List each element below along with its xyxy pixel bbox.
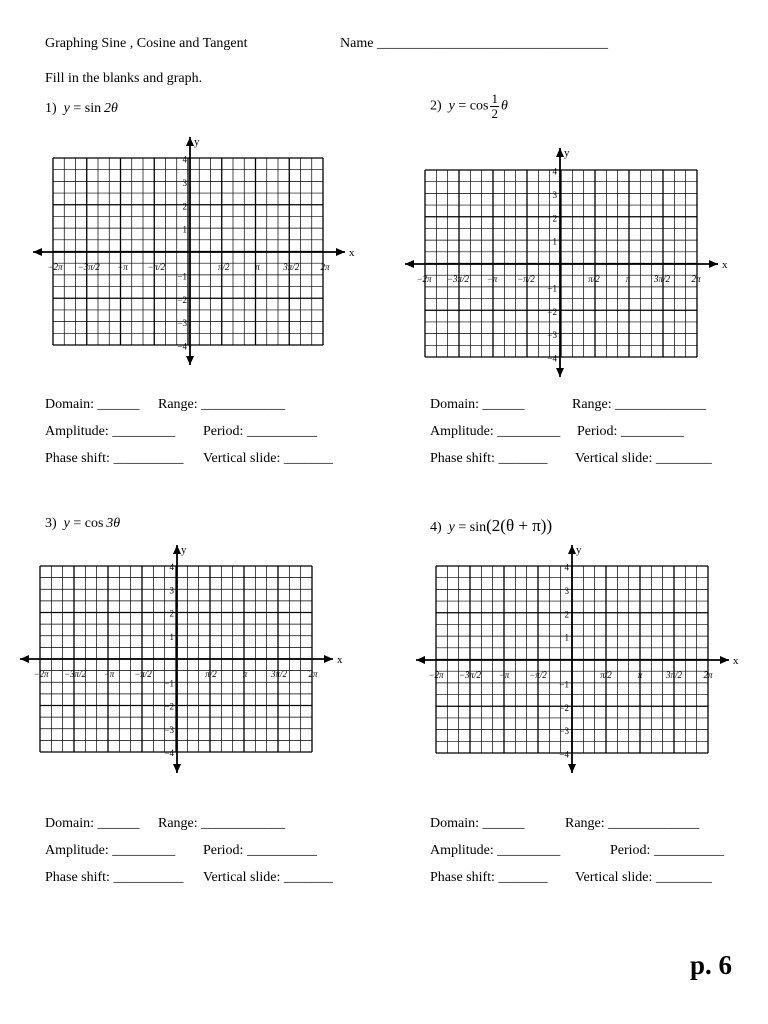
p1-period-field[interactable]: Period: __________ [203, 424, 317, 439]
x-axis-label: x [733, 655, 739, 667]
x-tick-label: −2π [428, 670, 444, 680]
x-tick-label: −3π/2 [63, 669, 87, 679]
p2-domain-field[interactable]: Domain: ______ [430, 397, 525, 412]
p3-domain-field[interactable]: Domain: ______ [45, 816, 140, 831]
y-tick-label: −2 [559, 702, 569, 713]
p1-vertical-slide-field[interactable]: Vertical slide: _______ [203, 451, 333, 466]
x-tick-label: π [255, 262, 260, 272]
x-tick-label: −π [498, 670, 510, 680]
x-tick-label: −3π/2 [77, 262, 100, 272]
x-tick-label: π/2 [588, 274, 600, 284]
y-tick-label: −2 [177, 294, 187, 305]
name-label: Name [340, 36, 374, 51]
p3-vertical-slide-field[interactable]: Vertical slide: _______ [203, 870, 333, 885]
y-tick-label: −1 [559, 679, 569, 690]
problem-2-label: 2) y = cos $\frac{1}{2}$ θ [430, 91, 508, 121]
y-tick-label: 2 [564, 609, 569, 620]
y-tick-label: −1 [177, 271, 187, 282]
instructions: Fill in the blanks and graph. [45, 71, 203, 86]
x-axis-label: x [337, 654, 343, 666]
p2-period-field[interactable]: Period: _________ [577, 424, 684, 439]
y-tick-label: 2 [552, 213, 557, 224]
y-tick-label: −2 [164, 701, 174, 712]
y-tick-label: −4 [559, 749, 569, 760]
p1-amplitude-field[interactable]: Amplitude: _________ [45, 424, 176, 439]
p4-vertical-slide-field[interactable]: Vertical slide: ________ [575, 870, 712, 885]
y-tick-label: 1 [169, 631, 174, 642]
p4-period-field[interactable]: Period: __________ [610, 843, 724, 858]
p2-vertical-slide-field[interactable]: Vertical slide: ________ [575, 451, 712, 466]
p1-range-field[interactable]: Range: ____________ [158, 397, 286, 412]
y-tick-label: 2 [182, 201, 187, 212]
y-tick-label: −1 [164, 678, 174, 689]
x-axis-label: x [349, 247, 355, 259]
p4-amplitude-field[interactable]: Amplitude: _________ [430, 843, 561, 858]
x-tick-label: π [637, 670, 643, 680]
y-tick-label: 4 [169, 562, 174, 572]
x-tick-label: π/2 [600, 670, 612, 680]
x-tick-label: −π [486, 274, 498, 284]
y-tick-label: −4 [164, 748, 174, 758]
x-tick-label: 3π/2 [283, 262, 300, 272]
x-tick-label: π [625, 274, 631, 284]
x-axis-label: x [722, 259, 728, 271]
problem-3-label: 3) y = cos 3θ [45, 516, 121, 531]
x-tick-label: 2π [308, 669, 318, 679]
x-tick-label: −π/2 [517, 274, 535, 284]
y-tick-label: 4 [182, 154, 187, 165]
x-tick-label: −π [117, 262, 128, 272]
x-tick-label: −2π [33, 669, 49, 679]
y-tick-label: −4 [547, 353, 557, 364]
problem-1-label: 1) y = sin 2θ [45, 101, 118, 116]
y-tick-label: 3 [182, 177, 187, 188]
x-axis-left-arrow-icon [416, 656, 425, 664]
y-tick-label: −4 [177, 341, 187, 352]
x-tick-label: −3π/2 [458, 670, 482, 680]
p1-phase-shift-field[interactable]: Phase shift: __________ [45, 451, 184, 466]
x-axis-right-arrow-icon [720, 656, 729, 664]
name-blank[interactable]: _________________________________ [376, 36, 608, 51]
y-axis-down-arrow-icon [568, 764, 576, 773]
x-tick-label: 3π/2 [653, 274, 671, 284]
y-axis-label: y [564, 147, 570, 159]
y-tick-label: 1 [182, 224, 187, 235]
y-tick-label: −3 [559, 726, 569, 737]
y-tick-label: 2 [169, 608, 174, 619]
y-tick-label: −3 [164, 724, 174, 735]
y-axis-up-arrow-icon [568, 545, 576, 554]
x-tick-label: 2π [691, 274, 701, 284]
y-axis-label: y [576, 544, 582, 556]
p3-range-field[interactable]: Range: ____________ [158, 816, 286, 831]
p4-phase-shift-field[interactable]: Phase shift: _______ [430, 870, 548, 885]
x-tick-label: 2π [703, 670, 713, 680]
y-tick-label: 4 [552, 166, 557, 177]
y-tick-label: −3 [547, 330, 557, 341]
p1-domain-field[interactable]: Domain: ______ [45, 397, 140, 412]
x-tick-label: −π/2 [147, 262, 166, 272]
y-tick-label: 3 [552, 189, 557, 200]
y-axis-label: y [194, 136, 200, 148]
x-tick-label: π/2 [205, 669, 217, 679]
x-tick-label: 3π/2 [270, 669, 288, 679]
p2-phase-shift-field[interactable]: Phase shift: _______ [430, 451, 548, 466]
page-number: p. 6 [689, 950, 732, 980]
x-tick-label: −π/2 [529, 670, 547, 680]
p3-period-field[interactable]: Period: __________ [203, 843, 317, 858]
x-tick-label: −π [103, 669, 115, 679]
fraction-one-half: $\frac{1}{2}$ [491, 91, 498, 121]
p4-range-field[interactable]: Range: _____________ [565, 816, 700, 831]
x-tick-label: 2π [320, 262, 330, 272]
x-tick-label: 3π/2 [665, 670, 683, 680]
x-tick-label: −3π/2 [446, 274, 470, 284]
y-tick-label: 1 [552, 236, 557, 247]
y-tick-label: 4 [564, 562, 569, 573]
y-tick-label: −2 [547, 306, 557, 317]
y-axis-label: y [181, 544, 187, 556]
p2-amplitude-field[interactable]: Amplitude: _________ [430, 424, 561, 439]
x-tick-label: π/2 [217, 262, 230, 272]
y-tick-label: 3 [564, 585, 569, 596]
x-tick-label: −2π [47, 262, 63, 272]
y-tick-label: 1 [564, 632, 569, 643]
problem-4-label: 4) y = sin(2(θ + π)) [430, 516, 553, 535]
p2-range-field[interactable]: Range: _____________ [572, 397, 707, 412]
p4-domain-field[interactable]: Domain: ______ [430, 816, 525, 831]
p3-amplitude-field[interactable]: Amplitude: _________ [45, 843, 176, 858]
x-tick-label: π [242, 669, 248, 679]
y-tick-label: −1 [547, 283, 557, 294]
x-tick-label: −π/2 [134, 669, 152, 679]
worksheet-title: Graphing Sine , Cosine and Tangent [45, 36, 248, 51]
x-tick-label: −2π [416, 274, 432, 284]
y-tick-label: 3 [169, 585, 174, 596]
y-tick-label: −3 [177, 318, 187, 329]
p3-phase-shift-field[interactable]: Phase shift: __________ [45, 870, 184, 885]
